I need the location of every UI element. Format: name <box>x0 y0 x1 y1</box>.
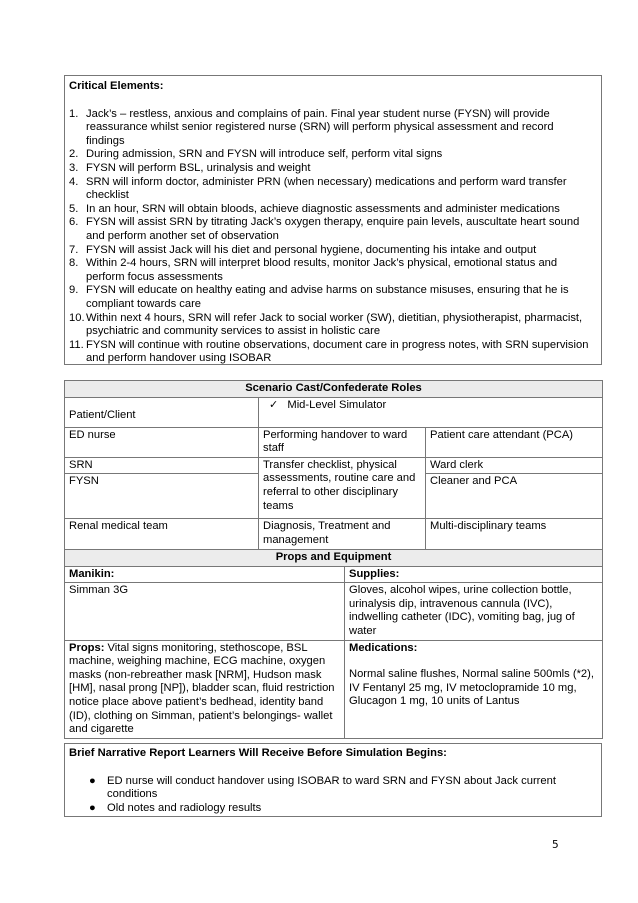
narrative-list <box>69 775 593 816</box>
role-pca: Patient care attendant (PCA) <box>426 427 603 457</box>
bullet-icon: ● <box>89 801 96 814</box>
role-patient: Patient/Client <box>65 397 259 427</box>
role-ed-nurse: ED nurse <box>65 427 259 457</box>
item-number: 3. <box>69 161 79 174</box>
narrative-heading: Brief Narrative Report Learners Will Receive Before Simulation Begins: <box>69 747 447 759</box>
props-value: Vital signs monitoring, stethoscope, BSL machine, weighing machine, ECG machine, oxygen masks (non-rebreather mask [NRM], Hudson mask [HM], nasal prong [NP]), bladder scan, fluid restriction notice place above patient’s bedhead, identity band (ID), clothing on Simman, patient’s belongings- wallet and cigarette <box>69 641 335 736</box>
critical-elements-list <box>65 108 601 366</box>
item-text: FYSN will perform BSL, urinalysis and weight <box>86 161 311 174</box>
item-number: 9. <box>69 284 79 297</box>
critical-elements-box <box>64 75 602 365</box>
item-text: Within next 4 hours, SRN will refer Jack to social worker (SW), dietitian, physiotherapist, pharmacist, psychiatric and community services to assist in holistic care <box>86 311 583 338</box>
manikin-value: Simman 3G <box>65 583 345 640</box>
item-number: 6. <box>69 216 79 229</box>
role-srn: SRN <box>65 457 259 474</box>
props-equipment-table <box>64 549 603 739</box>
props-label: Props: <box>69 641 105 654</box>
role-ward-clerk: Ward clerk <box>426 457 603 474</box>
simulator-cell <box>259 397 603 427</box>
narrative-text: ED nurse will conduct handover using ISOBAR to ward SRN and FYSN about Jack current conditions <box>107 774 556 801</box>
scenario-cast-heading: Scenario Cast/Confederate Roles <box>65 381 603 398</box>
item-number: 7. <box>69 243 79 256</box>
manikin-label: Manikin: <box>65 566 345 583</box>
item-text: FYSN will assist Jack will his diet and personal hygiene, documenting his intake and output <box>86 243 537 256</box>
item-text: FYSN will continue with routine observations, document care in progress notes, with SRN supervision and perform handover using ISOBAR <box>86 338 589 365</box>
bullet-icon: ● <box>89 774 96 787</box>
item-text: FYSN will assist SRN by titrating Jack’s oxygen therapy, enquire pain levels, auscultate heart sound and perform another set of observation <box>86 216 580 242</box>
scenario-cast-table <box>64 380 603 550</box>
item-number: 5. <box>69 202 79 215</box>
medications-value: Normal saline flushes, Normal saline 500mls (*2), IV Fentanyl 25 mg, IV metoclopramide 10 mg, Glucagon 1 mg, 10 units of Lantus <box>349 668 594 708</box>
props-cell <box>65 640 345 738</box>
item-number: 2. <box>69 148 79 161</box>
item-text: In an hour, SRN will obtain bloods, achieve diagnostic assessments and administer medications <box>86 202 560 215</box>
medications-cell <box>345 640 603 738</box>
narrative-box <box>64 743 602 817</box>
item-text: Within 2-4 hours, SRN will interpret blood results, monitor Jack’s physical, emotional status and perform focus assessments <box>86 257 558 283</box>
props-equipment-box <box>64 549 602 739</box>
item-text: SRN will inform doctor, administer PRN (when necessary) medications and perform ward transfer checklist <box>86 175 567 202</box>
renal-team-task: Diagnosis, Treatment and management <box>259 519 426 549</box>
item-text: Jack’s – restless, anxious and complains of pain. Final year student nurse (FYSN) will provide reassurance whilst senior registered nurse (SRN) will perform physical assessment and record findings <box>86 107 554 147</box>
narrative-text: Old notes and radiology results <box>107 801 262 814</box>
supplies-value: Gloves, alcohol wipes, urine collection bottle, urinalysis dip, intravenous cannula (IVC), indwelling catheter (IDC), vomiting bag, jug of water <box>345 583 603 640</box>
item-text: FYSN will educate on healthy eating and advise harms on substance misuses, ensuring that he is compliant towards care <box>86 284 569 310</box>
ed-nurse-task: Performing handover to ward staff <box>259 427 426 457</box>
item-number: 10. <box>69 311 85 324</box>
critical-element-item <box>69 108 593 149</box>
critical-element-item <box>69 162 593 176</box>
scenario-cast-box <box>64 380 602 550</box>
item-number: 1. <box>69 107 79 120</box>
critical-element-item <box>69 284 593 311</box>
critical-element-item <box>69 244 593 258</box>
narrative-item <box>69 802 593 816</box>
critical-element-item <box>69 339 593 366</box>
role-fysn: FYSN <box>65 474 259 519</box>
critical-element-item <box>69 148 593 162</box>
props-equipment-heading: Props and Equipment <box>65 550 603 567</box>
role-renal-team: Renal medical team <box>65 519 259 549</box>
simulator-label: Mid-Level Simulator <box>287 398 387 411</box>
item-number: 11. <box>69 338 84 351</box>
item-number: 8. <box>69 257 79 270</box>
narrative-item <box>69 775 593 802</box>
checkmark-icon: ✓ <box>269 398 279 411</box>
critical-element-item <box>69 257 593 284</box>
critical-element-item <box>69 312 593 339</box>
page-number: 5 <box>552 839 559 851</box>
supplies-label: Supplies: <box>345 566 603 583</box>
critical-elements-heading: Critical Elements: <box>69 80 164 92</box>
role-cleaner: Cleaner and PCA <box>426 474 603 519</box>
srn-fysn-task: Transfer checklist, physical assessments, routine care and referral to other disciplinary teams <box>259 457 426 519</box>
critical-element-item <box>69 176 593 203</box>
medications-label: Medications: <box>349 641 418 654</box>
item-text: During admission, SRN and FYSN will introduce self, perform vital signs <box>86 148 443 161</box>
critical-element-item <box>69 216 593 243</box>
item-number: 4. <box>69 175 79 188</box>
role-multidisciplinary: Multi-disciplinary teams <box>426 519 603 549</box>
critical-element-item <box>69 203 593 217</box>
